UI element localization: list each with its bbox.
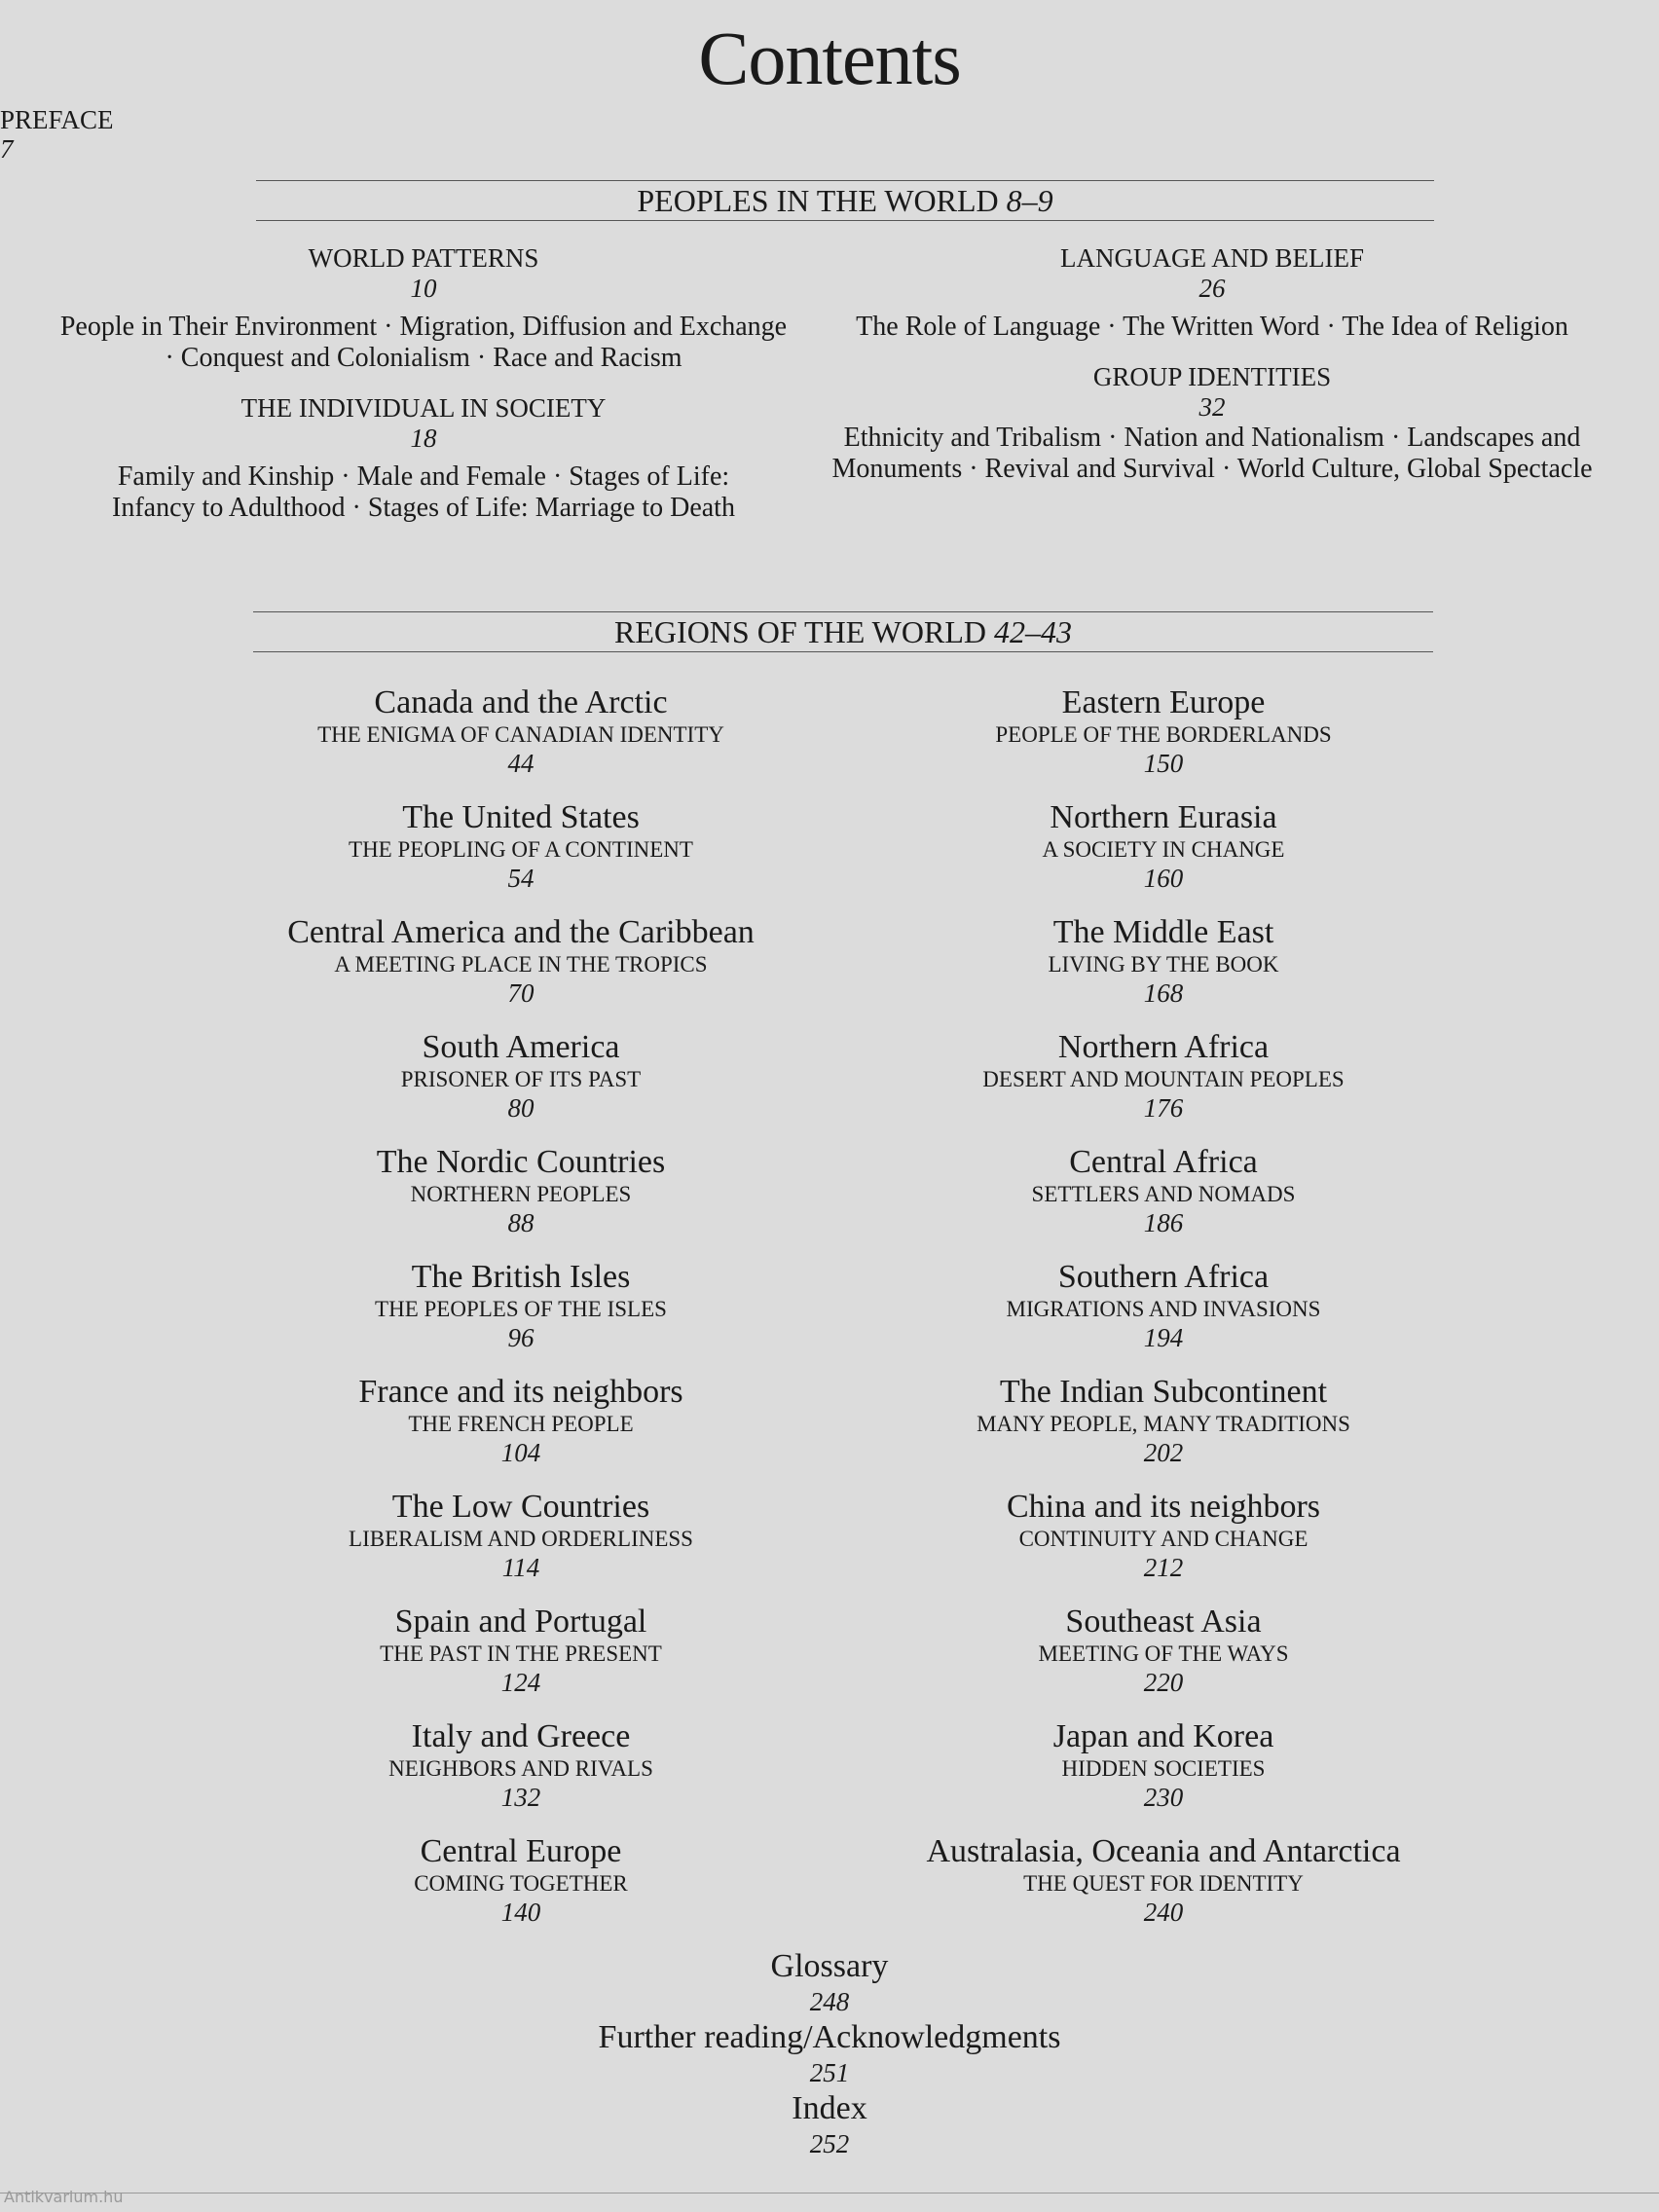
section-pages: 42–43 [993,614,1072,649]
region-name: Southeast Asia [1065,1604,1262,1640]
region-entry [180,1256,862,1371]
entry-page: 26 [1198,274,1226,303]
region-subtitle: MANY PEOPLE, MANY TRADITIONS [977,1412,1350,1436]
region-subtitle: A MEETING PLACE IN THE TROPICS [334,952,708,977]
region-page: 202 [1143,1438,1184,1467]
region-name: Canada and the Arctic [374,684,668,720]
region-page: 124 [500,1668,541,1697]
region-name: The Indian Subcontinent [999,1374,1328,1410]
regions-left-column [180,682,862,1945]
region-entry [180,1371,862,1486]
region-page: 186 [1143,1208,1184,1237]
back-matter-entry [0,2018,1659,2089]
peoples-entry [823,362,1602,485]
region-entry [180,1141,862,1256]
region-entry [180,1830,862,1945]
region-name: The British Isles [411,1259,631,1295]
region-name: The Low Countries [391,1489,650,1525]
region-name: Southern Africa [1057,1259,1270,1295]
region-subtitle: LIVING BY THE BOOK [1048,952,1279,977]
region-subtitle: THE QUEST FOR IDENTITY [1023,1871,1304,1896]
region-page: 44 [507,749,535,778]
region-subtitle: THE PEOPLES OF THE ISLES [375,1297,667,1321]
region-subtitle: HIDDEN SOCIETIES [1061,1756,1266,1781]
entry-description: The Role of Language · The Written Word · The Idea of Religion [856,312,1568,342]
peoples-entry [58,393,789,524]
entry-page: 248 [809,1987,850,2016]
region-name: Italy and Greece [411,1718,631,1754]
entry-title: Index [792,2090,867,2126]
region-name: Spain and Portugal [394,1604,647,1640]
region-name: Central Europe [420,1833,622,1869]
region-subtitle: A SOCIETY IN CHANGE [1042,837,1285,862]
region-subtitle: PEOPLE OF THE BORDERLANDS [995,722,1332,747]
peoples-entry [58,243,789,374]
region-subtitle: NEIGHBORS AND RIVALS [388,1756,653,1781]
entry-label: WORLD PATTERNS [308,243,539,273]
region-entry [180,1026,862,1141]
region-entry [823,1486,1504,1601]
region-entry [823,1601,1504,1715]
region-page: 220 [1143,1668,1184,1697]
section-title: REGIONS OF THE WORLD [614,614,986,649]
region-entry [823,1715,1504,1830]
preface-label: PREFACE [0,105,114,134]
peoples-right-column [823,243,1602,504]
region-entry [180,911,862,1026]
region-subtitle: DESERT AND MOUNTAIN PEOPLES [982,1067,1345,1091]
entry-label: THE INDIVIDUAL IN SOCIETY [240,393,607,423]
region-entry [180,682,862,796]
region-page: 150 [1143,749,1184,778]
peoples-left-column [58,243,789,543]
region-subtitle: LIBERALISM AND ORDERLINESS [349,1527,693,1551]
region-subtitle: THE PAST IN THE PRESENT [380,1641,662,1666]
region-name: Japan and Korea [1052,1718,1274,1754]
entry-label: LANGUAGE AND BELIEF [1060,243,1364,273]
section-title: PEOPLES IN THE WORLD [637,183,999,218]
peoples-section-heading [256,180,1434,221]
region-entry [180,1486,862,1601]
region-name: Northern Africa [1057,1029,1270,1065]
entry-label: GROUP IDENTITIES [1092,362,1332,391]
region-name: Eastern Europe [1061,684,1266,720]
region-entry [823,1026,1504,1141]
region-subtitle: NORTHERN PEOPLES [410,1182,632,1206]
region-subtitle: PRISONER OF ITS PAST [400,1067,642,1091]
region-name: The United States [402,799,640,835]
watermark: Antikvarium.hu [4,2188,124,2206]
region-subtitle: MIGRATIONS AND INVASIONS [1006,1297,1321,1321]
region-page: 132 [500,1783,541,1812]
region-subtitle: COMING TOGETHER [414,1871,628,1896]
region-name: South America [422,1029,620,1065]
region-name: The Nordic Countries [376,1144,666,1180]
region-page: 168 [1143,978,1184,1008]
region-name: Central America and the Caribbean [287,914,755,950]
region-name: Australasia, Oceania and Antarctica [926,1833,1401,1869]
region-entry [823,796,1504,911]
region-subtitle: THE FRENCH PEOPLE [408,1412,634,1436]
entry-page: 32 [1198,392,1226,422]
region-page: 194 [1143,1323,1184,1352]
region-entry [823,1830,1504,1945]
preface-page: 7 [0,134,14,164]
entry-page: 252 [809,2129,850,2158]
entry-title: Glossary [770,1948,889,1984]
region-name: Northern Eurasia [1050,799,1277,835]
region-page: 176 [1143,1093,1184,1123]
entry-description: Family and Kinship · Male and Female · Stages of Life: Infancy to Adulthood · Stages of Life: Marriage to Death [112,461,735,523]
region-page: 140 [500,1898,541,1927]
regions-section-heading [253,611,1433,652]
region-page: 212 [1143,1553,1184,1582]
region-page: 104 [500,1438,541,1467]
region-entry [823,1256,1504,1371]
region-entry [180,1715,862,1830]
region-page: 80 [507,1093,535,1123]
back-matter-entry [0,1947,1659,2018]
entry-page: 251 [809,2058,850,2087]
region-page: 230 [1143,1783,1184,1812]
region-page: 114 [501,1553,540,1582]
footer-rule [0,2193,1659,2194]
entry-description: People in Their Environment · Migration, Diffusion and Exchange · Conquest and Colonialism · Race and Racism [59,312,788,373]
entry-title: Further reading/Acknowledgments [598,2019,1061,2055]
region-subtitle: THE PEOPLING OF A CONTINENT [349,837,693,862]
region-subtitle: CONTINUITY AND CHANGE [1018,1527,1309,1551]
peoples-entry [823,243,1602,343]
back-matter-entry [0,2089,1659,2160]
region-name: France and its neighbors [358,1374,683,1410]
entry-page: 10 [410,274,437,303]
region-page: 54 [507,864,535,893]
region-name: Central Africa [1069,1144,1258,1180]
region-page: 96 [507,1323,535,1352]
preface-entry [0,103,1659,162]
region-subtitle: SETTLERS AND NOMADS [1031,1182,1296,1206]
region-entry [180,796,862,911]
region-page: 88 [507,1208,535,1237]
entry-page: 18 [410,424,437,453]
region-subtitle: THE ENIGMA OF CANADIAN IDENTITY [317,722,724,747]
region-entry [823,1371,1504,1486]
page-title: Contents [698,16,961,100]
region-page: 240 [1143,1898,1184,1927]
region-name: China and its neighbors [1006,1489,1321,1525]
region-entry [180,1601,862,1715]
section-pages: 8–9 [1006,183,1053,218]
region-entry [823,1141,1504,1256]
region-page: 70 [507,978,535,1008]
region-page: 160 [1143,864,1184,893]
region-name: The Middle East [1052,914,1274,950]
region-subtitle: MEETING OF THE WAYS [1038,1641,1289,1666]
region-entry [823,682,1504,796]
entry-description: Ethnicity and Tribalism · Nation and Nationalism · Landscapes and Monuments · Revival and Survival · World Culture, Global Spectacle [831,423,1593,484]
region-entry [823,911,1504,1026]
back-matter [0,1947,1659,2160]
regions-right-column [823,682,1504,1945]
